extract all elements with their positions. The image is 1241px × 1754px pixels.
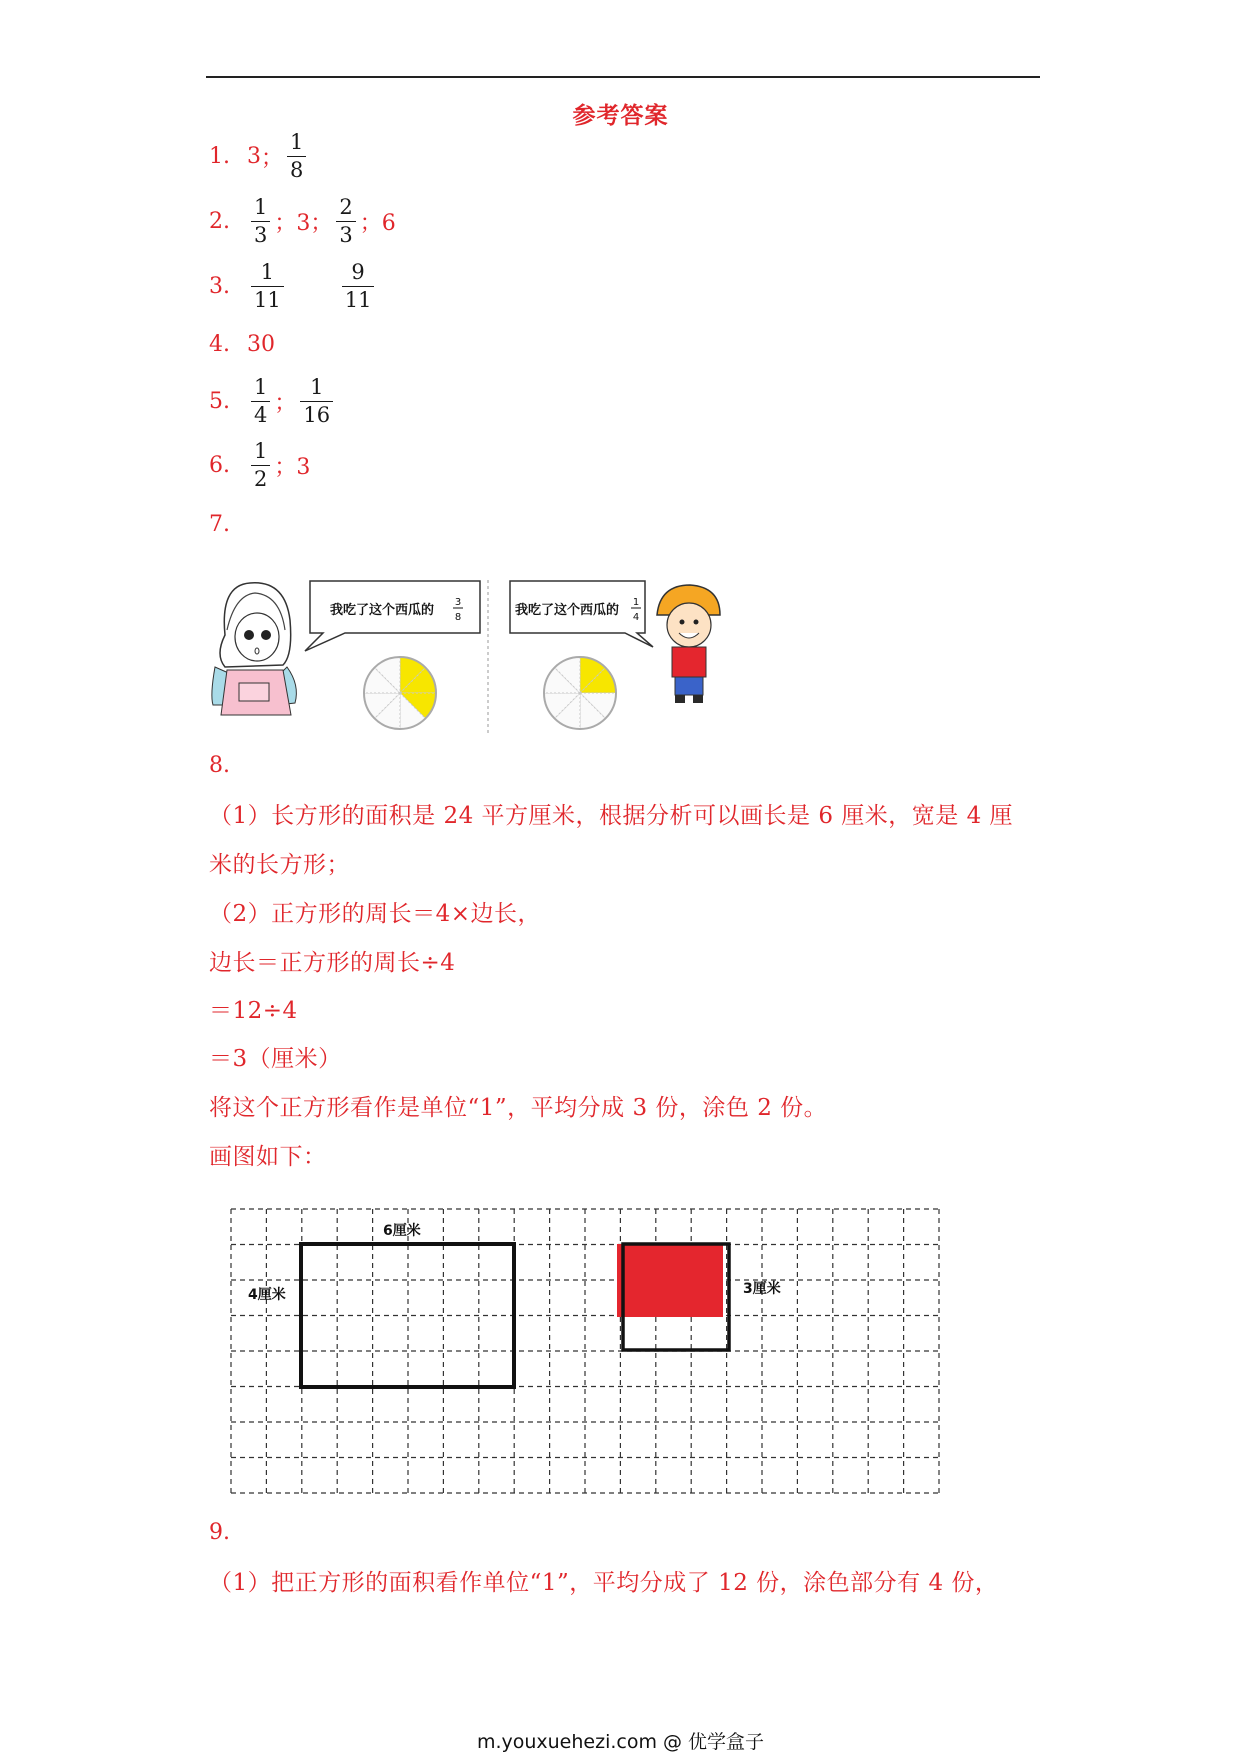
answer-2-tail: ；6 [359,211,396,236]
numerator: 1 [260,260,275,284]
answer-8-line-1: （1）长方形的面积是 24 平方厘米，根据分析可以画长是 6 厘米，宽是 4 厘 [209,803,1014,829]
answer-9 [209,1520,247,1545]
answer-4 [209,332,275,357]
answer-9-number: 9. [209,1520,230,1545]
answer-1 [209,132,310,181]
label-side: 3厘米 [743,1281,781,1297]
answer-3 [209,262,378,311]
denominator: 11 [251,286,284,311]
fraction [251,441,270,490]
page-title: 参考答案 [572,103,669,129]
fraction [342,262,375,311]
top-rule [206,76,1040,78]
answer-1-sep: ； [261,146,284,171]
denominator: 16 [300,401,333,426]
left-watermelon-circle [360,653,440,733]
left-bubble-denominator: 8 [454,612,462,623]
answer-8-line-3: （2）正方形的周长＝4×边长， [209,901,542,927]
numerator: 1 [254,375,268,399]
answer-6 [209,441,310,490]
numerator: 9 [351,260,365,284]
right-bubble-numerator: 1 [632,597,640,608]
denominator: 8 [287,156,306,181]
answer-3-number: 3. [209,274,230,299]
answer-6-tail: ；3 [274,455,311,480]
right-bubble-denominator: 4 [632,612,640,623]
answer-9-line-1: （1）把正方形的面积看作单位“1”，平均分成了 12 份，涂色部分有 4 份， [209,1570,999,1596]
answer-6-number: 6. [209,453,230,478]
answer-8-line-8: 画图如下： [209,1144,327,1170]
right-watermelon-circle [540,653,620,733]
answer-8-line-4: 边长＝正方形的周长÷4 [209,950,456,976]
answer-8-line-6: ＝3（厘米） [209,1046,342,1072]
numerator: 1 [310,375,324,399]
denominator: 3 [251,221,270,246]
answer-5-sep: ； [274,391,297,416]
answer-7 [209,512,247,537]
numerator: 2 [339,195,353,219]
left-speech-bubble [305,581,480,651]
watermelon-illustration [205,575,725,745]
fraction [300,377,333,426]
answer-8-line-5: ＝12÷4 [209,998,298,1024]
left-bubble-text: 我吃了这个西瓜的 [330,603,435,618]
answer-8-line-2: 米的长方形； [209,852,350,878]
boy-figure [657,585,720,703]
fraction [251,377,270,426]
fraction [336,197,355,246]
answer-1-value: 3 [247,144,261,169]
answer-5 [209,377,337,426]
answer-1-number: 1. [209,144,230,169]
fraction [287,132,306,181]
answer-2 [209,197,396,246]
answer-5-number: 5. [209,389,230,414]
right-bubble-text: 我吃了这个西瓜的 [515,603,620,618]
numerator: 1 [254,439,268,463]
answer-2-sep: ；3； [274,211,333,236]
numerator: 1 [254,195,268,219]
label-width: 4厘米 [248,1287,286,1303]
denominator: 11 [342,286,375,311]
answer-8-line-7: 将这个正方形看作是单位“1”，平均分成 3 份，涂色 2 份。 [209,1095,828,1121]
grid-drawing [228,1203,944,1495]
footer-watermark: m.youxuehezi.com @ 优学盒子 [476,1731,765,1753]
dashed-grid [231,1209,939,1493]
left-bubble-numerator: 3 [454,597,462,608]
label-length: 6厘米 [383,1223,421,1239]
denominator: 2 [251,465,270,490]
answer-2-number: 2. [209,209,230,234]
answer-7-number: 7. [209,512,230,537]
shaded-portion [617,1244,723,1317]
right-speech-bubble [510,581,653,647]
numerator: 1 [290,130,304,154]
fraction [251,197,270,246]
denominator: 3 [336,221,355,246]
answer-4-number: 4. [209,332,230,357]
denominator: 4 [251,401,270,426]
girl-figure [212,583,297,715]
answer-8-number: 8. [209,753,230,778]
answer-4-value: 30 [247,332,275,357]
fraction [251,262,284,311]
answer-8 [209,753,247,778]
